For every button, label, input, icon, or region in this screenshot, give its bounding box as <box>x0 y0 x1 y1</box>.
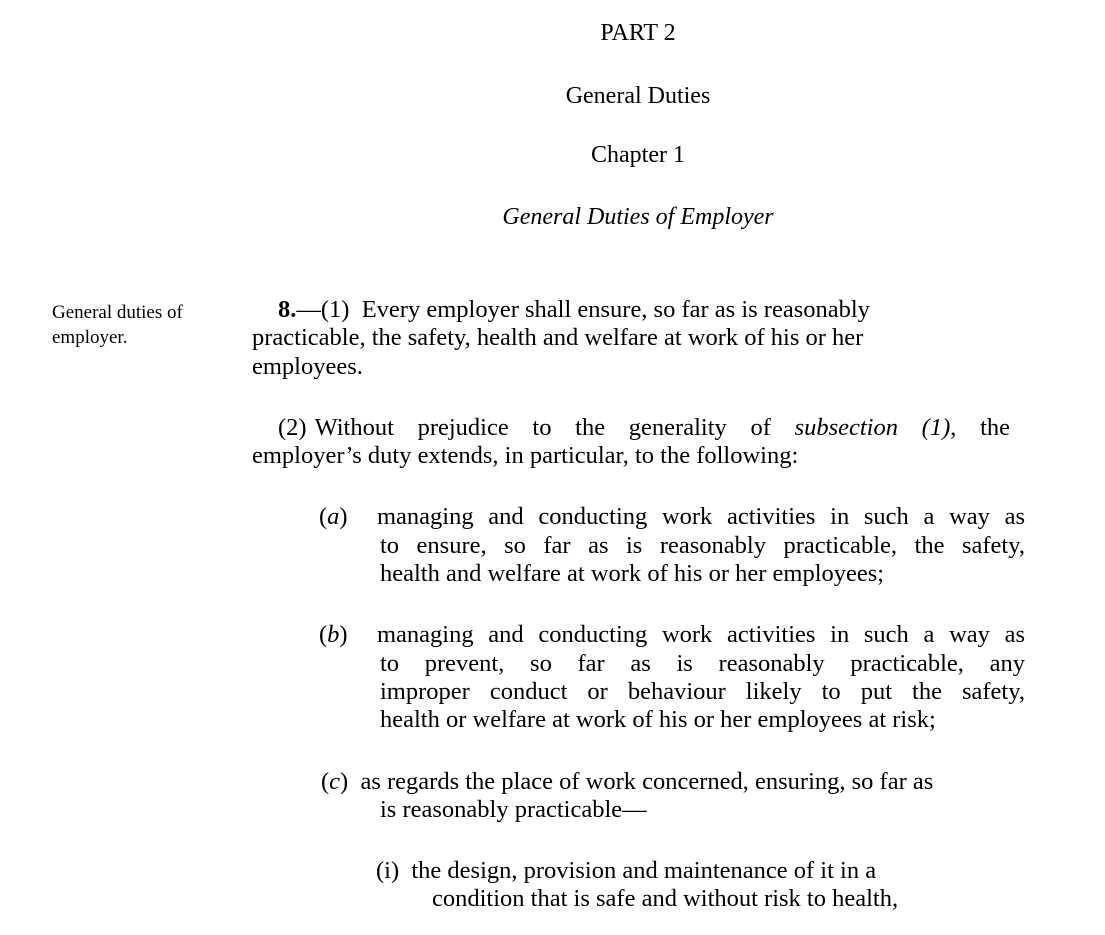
paragraph-c-line-1: (c) as regards the place of work concerned, ensuring, so far as <box>321 768 934 795</box>
subsection-1-line-3: employees. <box>252 353 363 380</box>
subparagraph-label: (i) <box>376 857 400 884</box>
subparagraph-i-line-2: condition that is safe and without risk to health, <box>432 885 899 912</box>
chapter-title: General Duties of Employer <box>502 204 774 230</box>
paragraph-a-line-1: (a) managing and conducting work activities in such a way as <box>319 503 1025 530</box>
subsection-text: Without prejudice to the generality of subsection (1), the <box>314 414 1011 441</box>
subsection-text: Every employer shall ensure, so far as is reasonably <box>361 296 870 323</box>
part-heading: PART 2 <box>600 20 676 46</box>
section-dash: — <box>296 296 321 323</box>
subsection-label: (2) <box>278 414 307 441</box>
paragraph-c-line-2: is reasonably practicable— <box>380 796 647 823</box>
marginal-note <box>52 300 183 350</box>
subparagraph-i-line-1: (i) the design, provision and maintenance of it in a <box>376 857 877 884</box>
marginal-note-line: employer. <box>52 327 128 348</box>
paragraph-b-line-3: improper conduct or behaviour likely to put the safety, <box>380 678 1025 705</box>
marginal-note-line: General duties of <box>52 302 183 323</box>
chapter-heading: Chapter 1 <box>591 142 685 168</box>
paragraph-a-line-3: health and welfare at work of his or her employees; <box>380 560 885 587</box>
paragraph-b-line-1: (b) managing and conducting work activities in such a way as <box>319 621 1025 648</box>
paragraph-b-line-2: to prevent, so far as is reasonably practicable, any <box>380 650 1025 677</box>
subsection-2-line-2: employer’s duty extends, in particular, to the following: <box>252 442 799 469</box>
cross-reference: subsection (1) <box>794 414 951 441</box>
subsection-1-line-1 <box>278 296 870 325</box>
subsection-label: (1) <box>320 296 350 323</box>
section-number: 8. <box>278 296 297 323</box>
paragraph-label: c <box>329 768 341 795</box>
subsection-2-line-1 <box>278 414 1010 443</box>
paragraph-label: b <box>327 621 340 648</box>
paragraph-b-line-4: health or welfare at work of his or her employees at risk; <box>380 706 936 733</box>
paragraph-label: a <box>327 503 340 530</box>
paragraph-a-line-2: to ensure, so far as is reasonably practicable, the safety, <box>380 532 1025 559</box>
subsection-1-line-2: practicable, the safety, health and welfare at work of his or her <box>252 324 864 351</box>
part-title: General Duties <box>565 83 711 109</box>
